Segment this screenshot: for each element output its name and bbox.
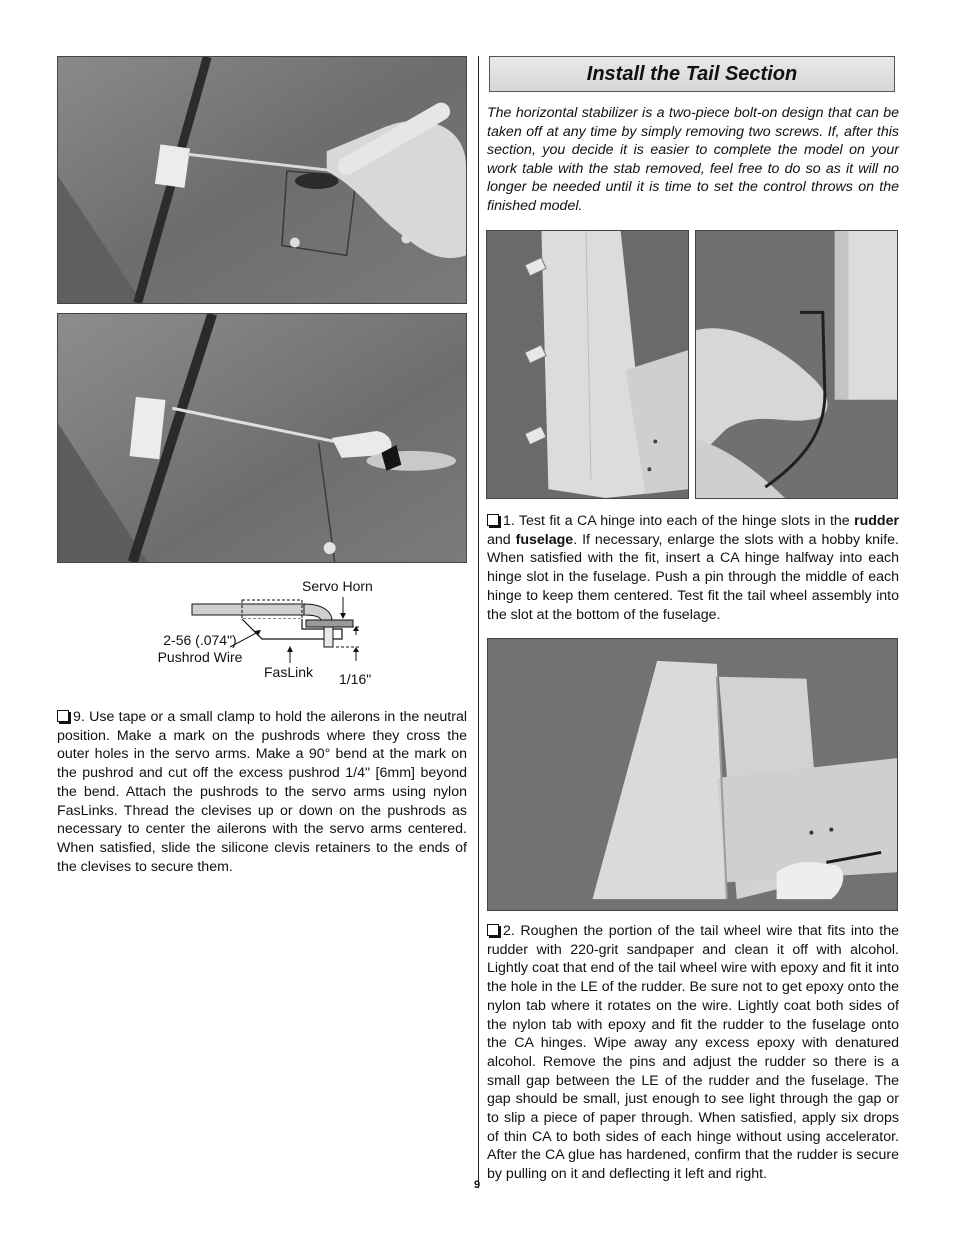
section-title — [489, 56, 895, 92]
step-2-text — [487, 922, 899, 1184]
faslink-label: FasLink — [264, 664, 314, 680]
faslink-diagram — [130, 575, 400, 693]
photo-rudder-hinges — [486, 230, 689, 499]
photo-tail-wheel-wire — [695, 230, 898, 499]
step-1-body-a: 1. Test fit a CA hinge into each of the hinge slots in the — [503, 513, 855, 529]
step-9-text — [57, 708, 467, 876]
column-divider — [478, 56, 479, 1188]
photo-marking-pushrod — [57, 56, 467, 304]
step-1-body-b: and — [487, 531, 516, 548]
step-9-checkbox[interactable] — [57, 710, 69, 722]
section-intro: The horizontal stabilizer is a two-piece bolt-on design that can be taken off at any time by simply removing two screws. If, after this section, you decide it is easier to complete the model on your work table with the stab removed, feel free to do so as it will no longer be needed until it is time to set the control throws on the finished model. — [487, 105, 899, 214]
step-9-body: 9. Use tape or a small clamp to hold the ailerons in the neutral position. Make a mark on the pushrods where they cross the outer holes in the servo arms. Make a 90° bend at the mark on the pushrod and cut off the excess pushrod 1/4" [6mm] beyond the bend. Attach the pushrods to the servo arms using nylon FasLinks. Thread the clevises up or down on the pushrods as necessary to center the ailerons with the servo arms centered. When satisfied, slide the silicone clevis retainers to the ends of the clevises to secure them. — [57, 709, 467, 875]
step-2-body: 2. Roughen the portion of the tail wheel wire that fits into the rudder with 220-grit sandpaper and clean it off with alcohol. Lightly coat that end of the tail wheel wire with epoxy and fit it into the hole in the LE of the rudder. Be sure not to get epoxy onto the nylon tab where it rotates on the wire. Lightly coat both sides of the nylon tab with epoxy and fit the rudder to the fuselage onto the CA hinges. Wipe away any excess epoxy with denatured alcohol. Remove the pins and adjust the rudder so there is a small gap between the LE of the rudder and the fuselage. The gap should be small, just enough to see light through the gap or to slip a piece of paper through. When satisfied, apply six drops of thin CA to both sides of each hinge without using accelerator. After the CA glue has hardened, confirm that the rudder is secure by pulling on it and deflecting it left and right. — [487, 923, 899, 1183]
step-1-fuselage: fuselage — [515, 531, 574, 548]
pushrod-size-label: 2-56 (.074") — [163, 632, 237, 648]
step-1-rudder: rudder — [854, 513, 899, 529]
page-number: 9 — [473, 1179, 481, 1191]
gap-label: 1/16" — [339, 671, 372, 687]
step-2-checkbox[interactable] — [487, 924, 499, 936]
step-1-checkbox[interactable] — [487, 514, 499, 526]
section-title-text: Install the Tail Section — [586, 62, 798, 85]
photo-pushrod-attached — [57, 313, 467, 563]
pushrod-wire-label: Pushrod Wire — [157, 649, 243, 665]
step-1-body-c: . If necessary, enlarge the slots with a hobby knife. When satisfied with the fit, insert a CA hinge halfway into each hinge slot in the fuselage. Push a pin through the middle of each hinge to keep them centered. Test fit the tail wheel assembly into the slot at the bottom of the fuselage. — [487, 531, 899, 623]
servo-horn-label: Servo Horn — [302, 578, 373, 594]
photo-rudder-fitted — [487, 638, 898, 911]
step-1-text — [487, 512, 899, 624]
